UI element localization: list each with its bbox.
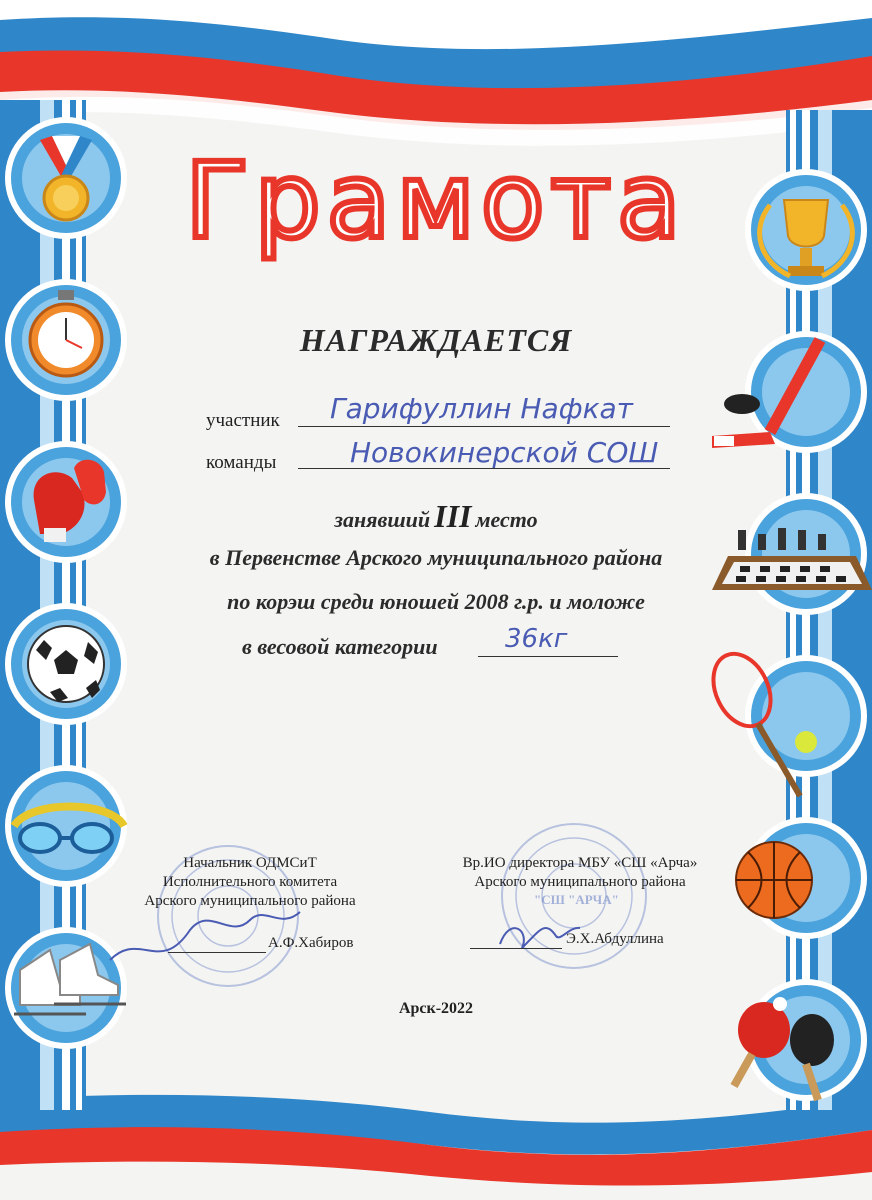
right-sign-line	[470, 948, 562, 949]
place-number: III	[434, 498, 472, 534]
participant-name: Гарифуллин Нафкат	[330, 392, 633, 425]
left-signatory	[120, 854, 380, 911]
weight-value: 36кг	[505, 624, 568, 654]
left-signatory-line1: Начальник ОДМСиТ	[183, 855, 317, 871]
right-signatory	[430, 854, 730, 892]
event-line-1: в Первенстве Арского муниципального района	[209, 545, 663, 570]
right-signatory-name: Э.Х.Абдуллина	[566, 931, 664, 947]
team-name: Новокинерской СОШ	[350, 436, 659, 469]
place-line	[0, 498, 872, 535]
awarded-heading: НАГРАЖДАЕТСЯ	[299, 322, 573, 358]
left-signatory-line3: Арского муниципального района	[144, 893, 356, 909]
weight-underline	[478, 656, 618, 657]
right-stamp-text: "СШ "АРЧА"	[534, 892, 619, 907]
event-line-2: по корэш среди юношей 2008 г.р. и моложе	[227, 589, 645, 614]
left-signatory-name: А.Ф.Хабиров	[268, 935, 354, 951]
left-signatory-line2: Исполнительного комитета	[162, 874, 338, 890]
place-prefix: занявший	[334, 507, 431, 532]
basketball-icon	[736, 842, 812, 918]
participant-underline	[298, 426, 670, 427]
place-year: Арск-2022	[398, 1000, 474, 1017]
right-signatory-line2: Арского муниципального района	[474, 874, 686, 890]
place-suffix: место	[475, 507, 538, 532]
left-sign-line	[168, 952, 266, 953]
soccer-ball-icon	[28, 626, 104, 702]
right-signatory-line1: Вр.ИО директора МБУ «СШ «Арча»	[462, 855, 698, 871]
participant-label: участник	[206, 410, 280, 431]
weight-label: в весовой категории	[242, 634, 438, 659]
team-label: команды	[206, 452, 277, 473]
certificate-title: Грамота	[185, 140, 687, 262]
